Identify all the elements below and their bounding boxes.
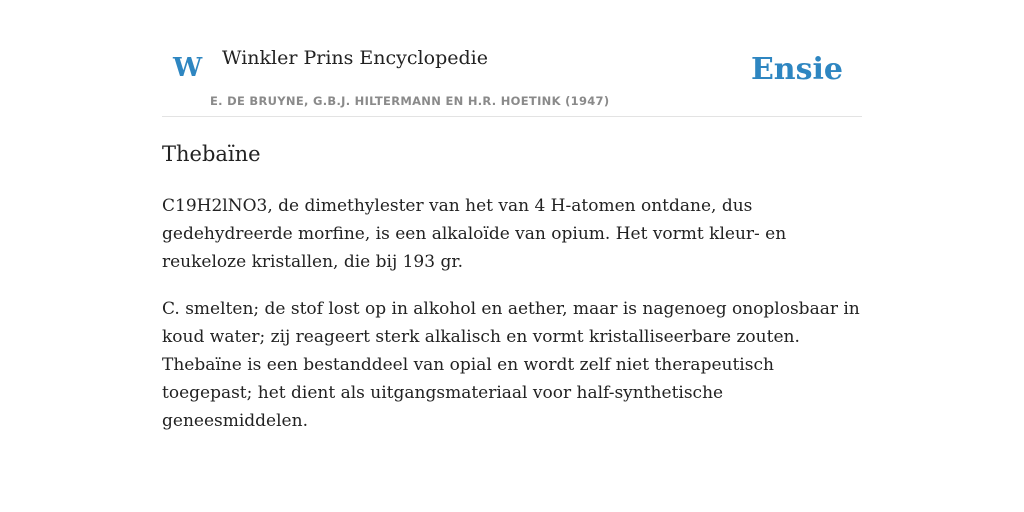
source-logo-icon[interactable]: W (173, 53, 203, 83)
source-authors: E. DE BRUYNE, G.B.J. HILTERMANN EN H.R. HOETINK (1947) (210, 94, 610, 108)
source-header (162, 0, 862, 117)
article-paragraph: C19H2lNO3, de dimethylester van het van 4 H-atomen ontdane, dus gedehydreerde morfine, is een alkaloïde van opium. Het vormt kleur- en reukeloze kristallen, die bij 193 gr. (162, 196, 787, 272)
article-paragraph: C. smelten; de stof lost op in alkohol en aether, maar is nagenoeg onoplosbaar in koud water; zij reageert sterk alkalisch en vormt kristalliseerbare zouten. Thebaïne is een bestanddeel van opial en wordt zelf niet therapeutisch toegepast; het dient als uitgangsmateriaal voor half-synthetische geneesmiddelen. (162, 299, 860, 431)
article-content (162, 138, 862, 435)
source-title-link[interactable]: Winkler Prins Encyclopedie (222, 47, 488, 69)
entry-title: Thebaïne (162, 142, 261, 166)
ensie-logo-link[interactable]: Ensie (750, 52, 843, 87)
